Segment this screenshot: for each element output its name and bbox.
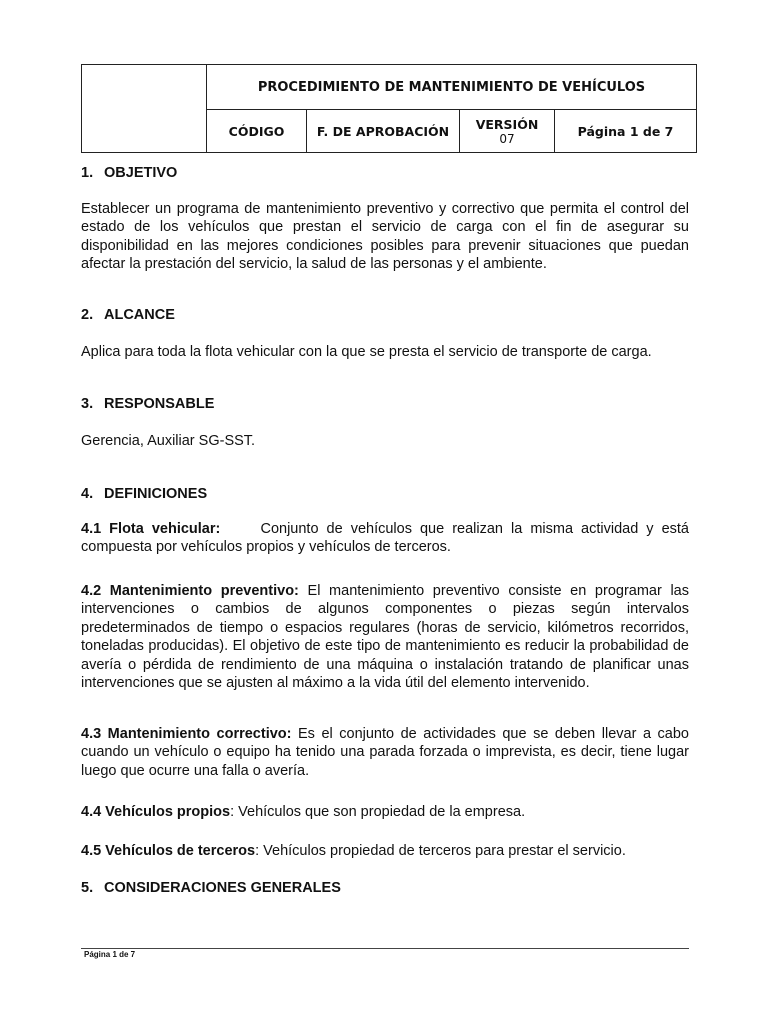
document-header-table (81, 64, 697, 153)
definition-mantenimiento-preventivo (81, 582, 689, 692)
version-label: VERSIÓN (475, 116, 539, 132)
definition-flota-vehicular (81, 520, 689, 557)
section-objetivo-heading (81, 164, 689, 182)
definition-mantenimiento-correctivo (81, 725, 689, 780)
section-number: 1. (81, 165, 94, 181)
definition-term: 4.1 Flota vehicular: (81, 521, 221, 537)
section-title: CONSIDERACIONES GENERALES (104, 880, 341, 896)
section-alcance-heading (81, 306, 689, 324)
definition-vehiculos-propios (81, 803, 689, 821)
code-label: CÓDIGO (207, 110, 307, 153)
section-number: 3. (81, 396, 94, 412)
section-responsable-heading (81, 395, 689, 413)
definition-vehiculos-terceros (81, 842, 689, 860)
footer-page-number: Página 1 de 7 (84, 950, 136, 959)
definition-term: 4.4 Vehículos propios (81, 804, 231, 820)
definition-term: 4.5 Vehículos de terceros (81, 843, 256, 859)
section-consideraciones-heading (81, 879, 689, 897)
definition-term: 4.2 Mantenimiento preventivo: (81, 583, 299, 599)
document-title: PROCEDIMIENTO DE MANTENIMIENTO DE VEHÍCULOS (207, 65, 697, 110)
definition-text: El mantenimiento preventivo consiste en programar las intervenciones o cambios de algunos componentes o piezas según intervalos predeterminados de tiempo o espacios regulares (horas de servicio, kilómetros recorridos, toneladas producidas). El objetivo de este tipo de mantenimiento es reducir la probabilidad de avería o pérdida de rendimiento de una máquina o instalación tratando de planificar unas intervenciones que se ajusten al máximo a la vida útil del elemento intervenido. (81, 583, 689, 692)
section-title: ALCANCE (104, 307, 175, 323)
section-number: 5. (81, 880, 94, 896)
section-responsable-text: Gerencia, Auxiliar SG-SST. (81, 433, 256, 449)
section-title: OBJETIVO (104, 165, 178, 181)
definition-text: Conjunto de vehículos que realizan la misma actividad y está compuesta por vehículos propios y vehículos de terceros. (81, 521, 689, 556)
definition-text: : Vehículos propiedad de terceros para prestar el servicio. (255, 843, 626, 859)
section-definiciones-heading (81, 485, 689, 503)
footer-divider (81, 948, 689, 949)
section-alcance-text: Aplica para toda la flota vehicular con la que se presta el servicio de transporte de carga. (81, 344, 652, 360)
section-number: 2. (81, 307, 94, 323)
section-number: 4. (81, 486, 94, 502)
approval-date-label: F. DE APROBACIÓN (307, 110, 460, 153)
logo-cell (82, 65, 207, 153)
section-title: DEFINICIONES (104, 486, 208, 502)
section-objetivo-text: Establecer un programa de mantenimiento preventivo y correctivo que permita el control del estado de los vehículos que prestan el servicio de carga con el fin de asegurar su disponibilidad en las mejores condiciones posibles para prevenir situaciones que puedan afectar la prestación del servicio, la salud de las personas y el ambiente. (81, 201, 689, 273)
version-cell (460, 110, 555, 153)
page-number-cell: Página 1 de 7 (555, 110, 697, 153)
definition-text: Es el conjunto de actividades que se deben llevar a cabo cuando un vehículo o equipo ha tenido una parada forzada o imprevista, es decir, tiene lugar luego que ocurre una falla o avería. (81, 726, 689, 779)
definition-text: : Vehículos que son propiedad de la empresa. (230, 804, 526, 820)
definition-term: 4.3 Mantenimiento correctivo: (81, 726, 292, 742)
section-title: RESPONSABLE (104, 396, 215, 412)
version-value: 07 (499, 131, 515, 146)
